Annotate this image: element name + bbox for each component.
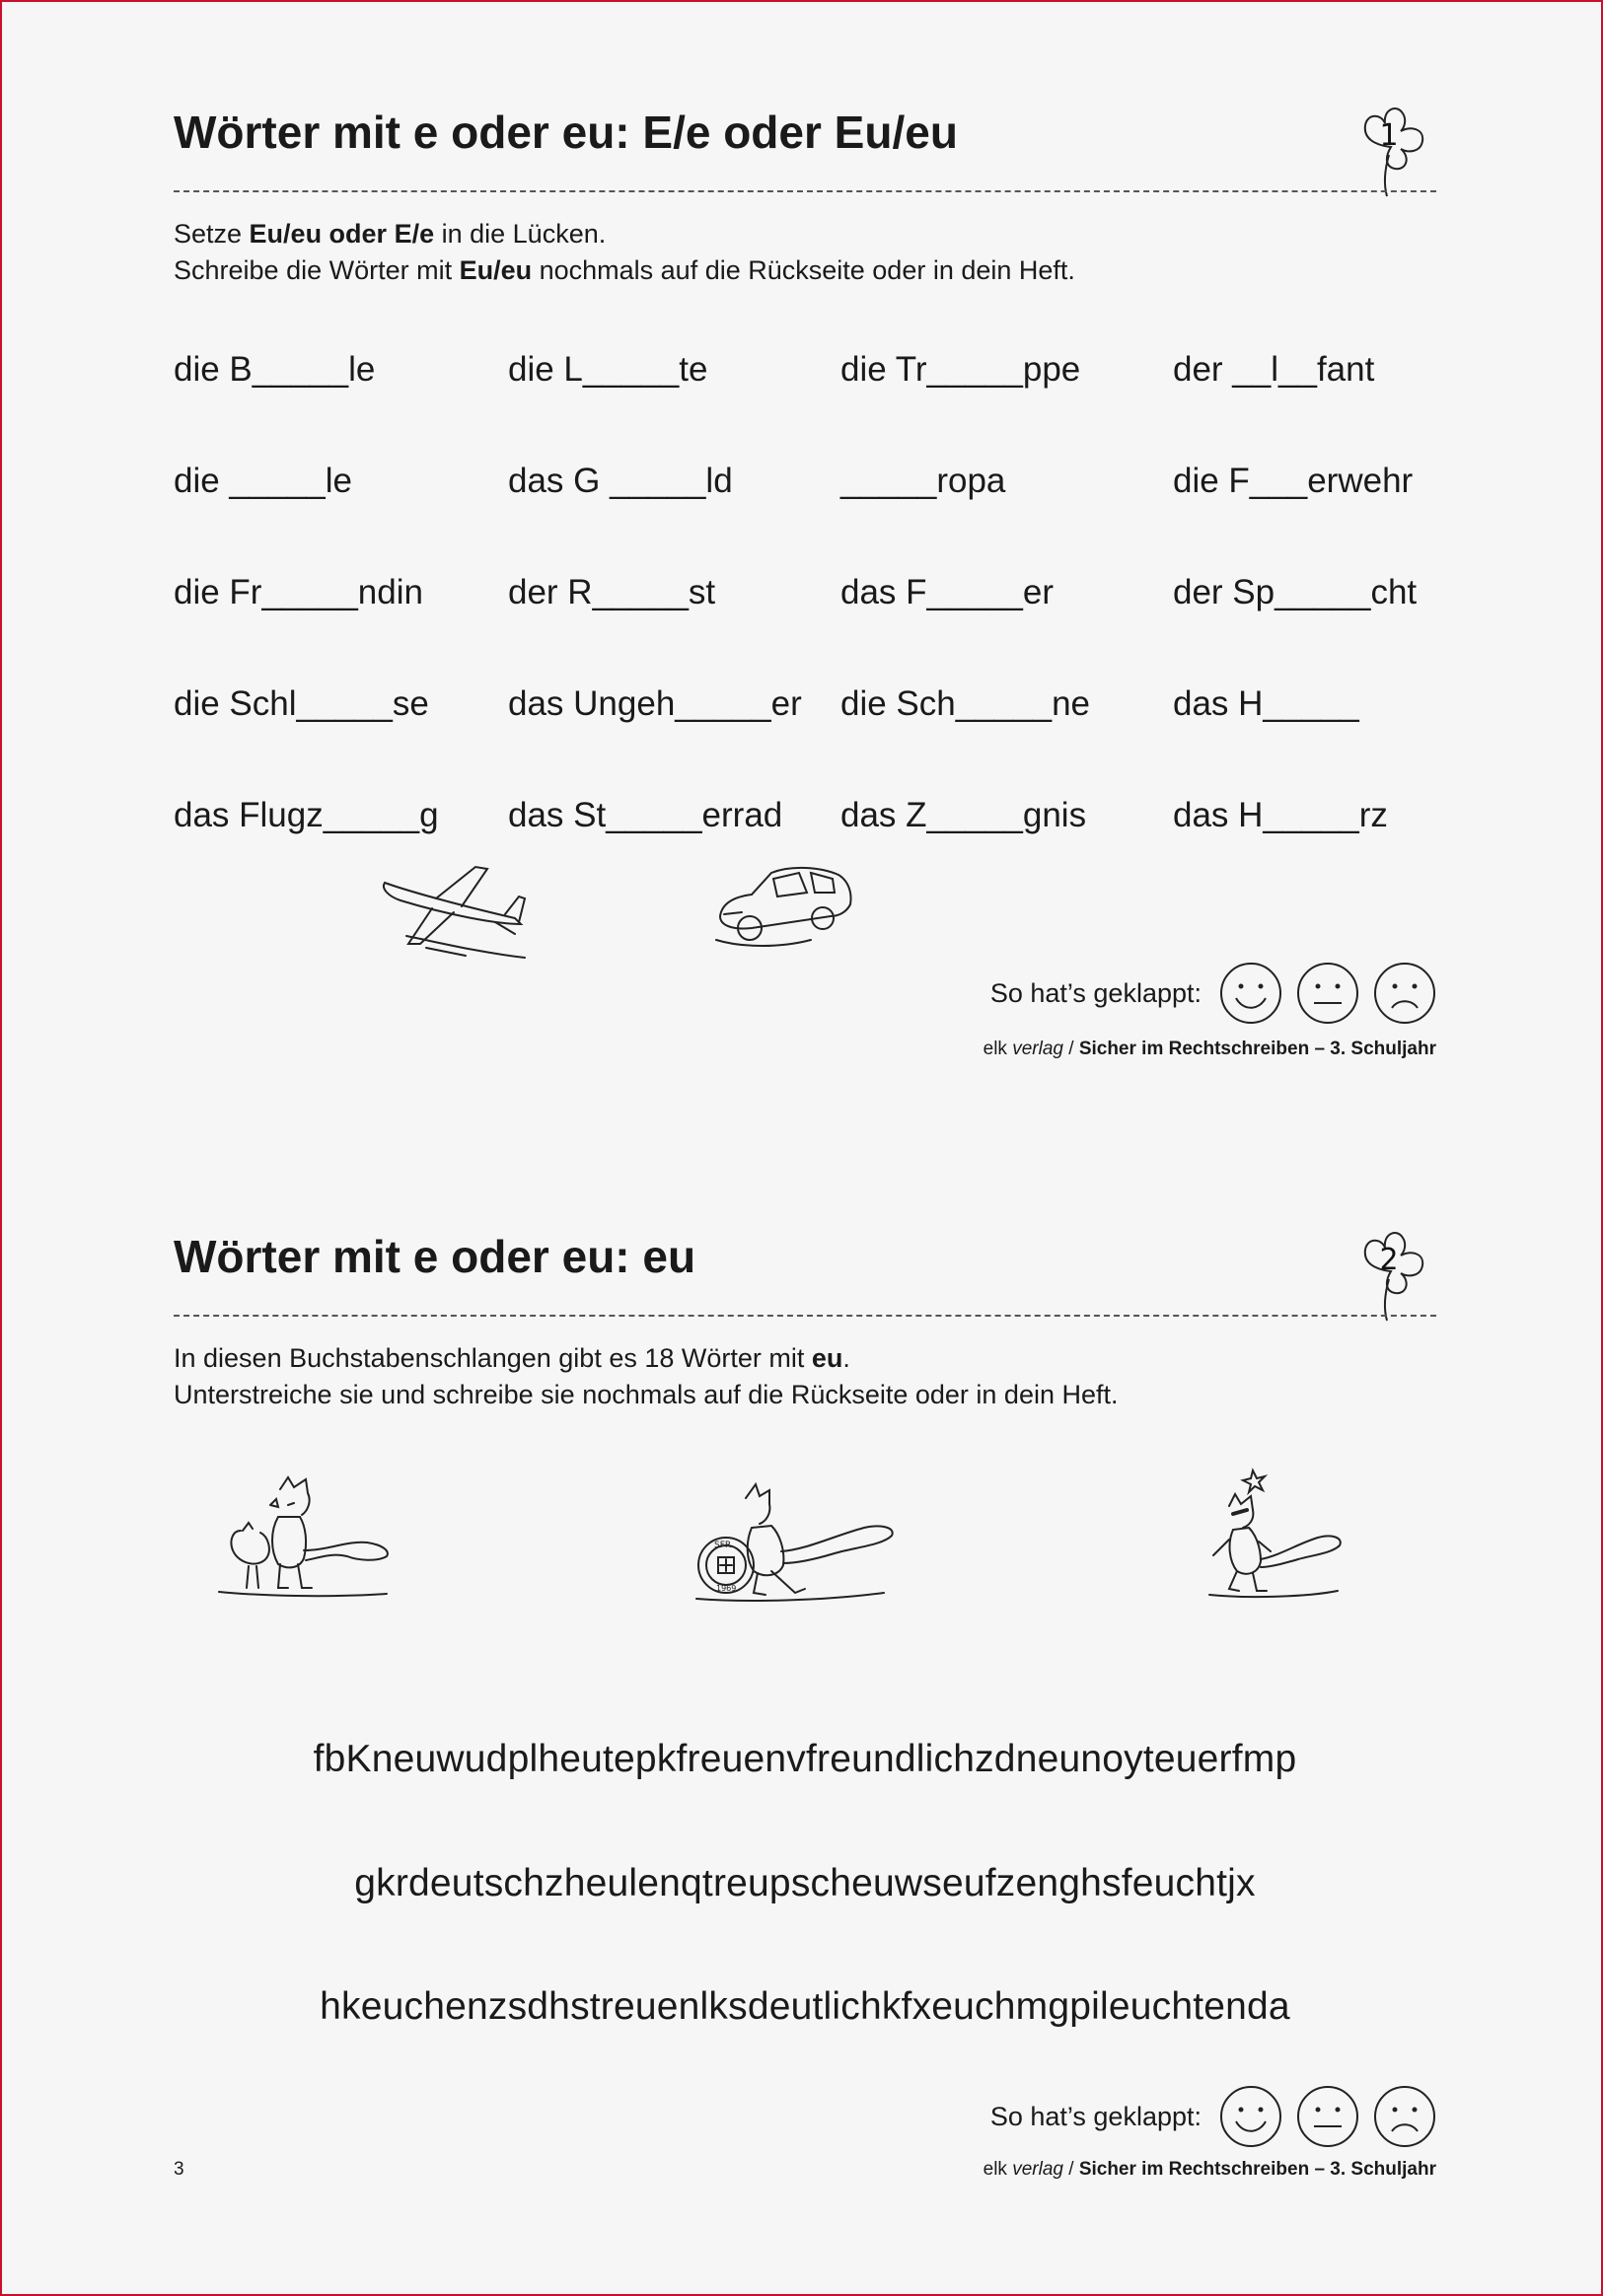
clover-number-icon <box>1346 100 1436 198</box>
coin-label: SFR <box>714 1541 732 1550</box>
neutral-face-icon[interactable] <box>1296 2085 1359 2148</box>
word-gap-item: die Sch_____ne <box>840 684 1090 723</box>
page-number: 3 <box>174 2159 184 2180</box>
worksheet-2-number: 2 <box>1379 1243 1399 1277</box>
word-gap-item: _____ropa <box>840 462 1006 500</box>
word-gap-item: das Flugz_____g <box>174 796 439 834</box>
word-gap-item: die F___erwehr <box>1173 462 1414 500</box>
fox-coin-illustration <box>687 1476 904 1605</box>
instruction-line-1: In diesen Buchstabenschlangen gibt es 18 Wörter mit eu. <box>174 1343 850 1373</box>
letter-snake-1: fbKneuwudplheutepkfreuenvfreundlichzdneunoyteuerfmp <box>313 1738 1297 1780</box>
word-gap-item: die Tr_____ppe <box>840 350 1081 389</box>
rating-label: So hat’s geklappt: <box>989 977 1202 1008</box>
word-gap-item: der R_____st <box>508 573 716 611</box>
happy-face-icon[interactable] <box>1219 962 1282 1025</box>
word-gap-item: das H_____rz <box>1173 796 1388 834</box>
sad-face-icon[interactable] <box>1373 962 1436 1025</box>
word-gap-item: das G _____ld <box>508 462 733 500</box>
word-gap-item: die Schl_____se <box>174 684 429 723</box>
worksheet-2 <box>174 1230 1436 2191</box>
worksheet-1-title: Wörter mit e oder eu: E/e oder Eu/eu <box>174 107 958 158</box>
happy-face-icon[interactable] <box>1219 2085 1282 2148</box>
self-assessment-rating <box>990 2085 1436 2148</box>
worksheet-1-number: 1 <box>1379 118 1399 153</box>
word-gap-item: das F_____er <box>840 573 1054 611</box>
instruction-line-2: Unterstreiche sie und schreibe sie nochmals auf die Rückseite oder in dein Heft. <box>174 1380 1119 1409</box>
worksheet-1 <box>174 106 1436 1062</box>
word-gap-item: der __l__fant <box>1173 350 1375 389</box>
rating-label: So hat’s geklappt: <box>989 2101 1202 2131</box>
word-gap-item: das Z_____gnis <box>840 796 1087 834</box>
title-divider <box>174 190 1436 192</box>
title-divider <box>174 1315 1436 1317</box>
worksheet-2-instructions <box>174 1340 1119 1413</box>
neutral-face-icon[interactable] <box>1296 962 1359 1025</box>
worksheet-1-instructions <box>174 216 1075 289</box>
coin-year: 1969 <box>716 1584 737 1593</box>
dazed-fox-illustration <box>1200 1465 1348 1603</box>
self-assessment-rating <box>990 962 1436 1025</box>
publisher-credit: elk verlag / Sicher im Rechtschreiben – 3. Schuljahr <box>983 1039 1436 1059</box>
instruction-line-1: Setze Eu/eu oder E/e in die Lücken. <box>174 219 607 249</box>
word-gap-item: die Fr_____ndin <box>174 573 423 611</box>
sad-face-icon[interactable] <box>1373 2085 1436 2148</box>
letter-snake-3: hkeuchenzsdhstreuenlksdeutlichkfxeuchmgpileuchtenda <box>320 1985 1290 2028</box>
car-illustration <box>712 857 860 956</box>
word-gap-item: das Ungeh_____er <box>508 684 802 723</box>
publisher-credit: elk verlag / Sicher im Rechtschreiben – 3. Schuljahr <box>983 2159 1436 2180</box>
letter-snake-2: gkrdeutschzheulenqtreupscheuwseufzenghsfeuchtjx <box>354 1862 1256 1904</box>
word-gap-item: die L_____te <box>508 350 708 389</box>
worksheet-2-title: Wörter mit e oder eu: eu <box>174 1231 696 1282</box>
airplane-illustration <box>377 853 535 962</box>
word-gap-item: das St_____errad <box>508 796 783 834</box>
instruction-line-2: Schreibe die Wörter mit Eu/eu nochmals auf die Rückseite oder in dein Heft. <box>174 255 1075 285</box>
fox-chicken-illustration <box>209 1471 397 1600</box>
word-gap-item: die _____le <box>174 462 352 500</box>
clover-number-icon <box>1346 1224 1436 1323</box>
word-gap-item: das H_____ <box>1173 684 1359 723</box>
word-gap-item: der Sp_____cht <box>1173 573 1418 611</box>
word-gap-item: die B_____le <box>174 350 376 389</box>
